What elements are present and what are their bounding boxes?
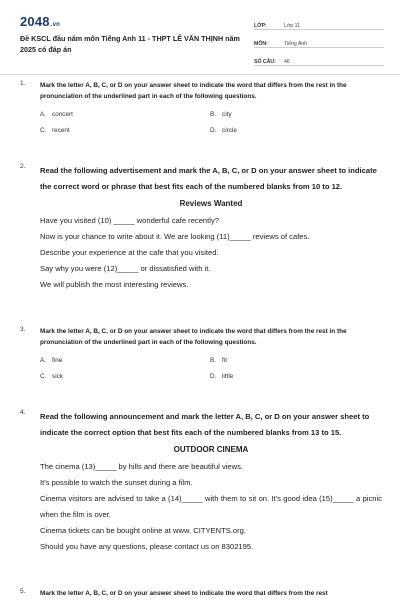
- logo-text: 2048: [20, 14, 50, 29]
- option-text: little: [222, 373, 234, 380]
- option-b[interactable]: [210, 357, 380, 364]
- option-text: concert: [52, 111, 73, 118]
- option-letter: C.: [40, 373, 47, 380]
- options-grid: [40, 357, 382, 380]
- option-b[interactable]: [210, 111, 380, 118]
- options-grid: [40, 111, 382, 134]
- site-logo[interactable]: [20, 14, 60, 29]
- document-title: Đề KSCL đầu năm môn Tiếng Anh 11 - THPT LÊ VĂN THỊNH năm 2025 có đáp án: [20, 34, 240, 54]
- option-letter: C.: [40, 127, 47, 134]
- option-letter: A.: [40, 111, 47, 118]
- header-divider: [0, 74, 400, 75]
- meta-label: SỐ CÂU:: [254, 59, 276, 65]
- question-3: [20, 326, 382, 380]
- option-text: city: [222, 111, 232, 118]
- question-4: [20, 409, 382, 555]
- question-text: Mark the letter A, B, C, or D on your answer sheet to indicate the word that differs from the rest in the pronunciation of the underlined part in each of the following questions.: [40, 82, 347, 100]
- option-text: circle: [222, 127, 237, 134]
- option-text: fine: [52, 357, 63, 364]
- passage-title: OUTDOOR CINEMA: [173, 445, 249, 454]
- meta-box: [254, 16, 384, 70]
- option-letter: D.: [210, 127, 217, 134]
- question-number: 2.: [20, 163, 26, 170]
- question-2: [20, 163, 382, 293]
- option-d[interactable]: [210, 373, 380, 380]
- option-text: fit: [222, 357, 227, 364]
- question-text: Mark the letter A, B, C, or D on your answer sheet to indicate the word that differs from the rest: [40, 590, 328, 597]
- question-text: Read the following advertisement and mark the A, B, C, or D on your answer sheet to indicate the correct word or phrase that best fits each of the numbered blanks from 10 to 12.: [40, 166, 377, 191]
- meta-value: Tiếng Anh: [284, 41, 308, 47]
- passage-title: Reviews Wanted: [179, 199, 243, 208]
- logo-suffix: .vn: [50, 22, 61, 28]
- passage-line: Cinema visitors are advised to take a (14)_____ with them to sit on. It's good idea (15)_____ a picnic when the film is over.: [40, 494, 382, 519]
- passage-line: Cinema tickets can be bought online at www. CITYENTS.org.: [40, 526, 246, 535]
- meta-value: Lớp 11: [284, 23, 300, 29]
- question-text: Read the following announcement and mark the letter A, B, C, or D on your answer sheet to indicate the correct option that best fits each of the numbered blanks from 13 to 15.: [40, 412, 370, 437]
- question-number: 4.: [20, 409, 26, 416]
- option-c[interactable]: [40, 127, 210, 134]
- meta-label: MÔN:: [254, 41, 268, 47]
- option-d[interactable]: [210, 127, 380, 134]
- option-letter: B.: [210, 111, 217, 118]
- passage-line: Now is your chance to write about it. We are looking (11)_____ reviews of cafes.: [40, 232, 310, 241]
- passage-line: Should you have any questions, please contact us on 8302195.: [40, 542, 254, 551]
- passage-line: The cinema (13)_____ by hills and there are beautiful views.: [40, 462, 244, 471]
- passage-line: We will publish the most interesting reviews.: [40, 280, 189, 289]
- question-number: 1.: [20, 80, 26, 87]
- passage-line: Have you visited (10) _____ wonderful cafe recently?: [40, 216, 219, 225]
- meta-value: 46: [284, 59, 290, 65]
- question-1: [20, 80, 382, 134]
- option-letter: A.: [40, 357, 47, 364]
- option-a[interactable]: [40, 111, 210, 118]
- meta-label: LỚP:: [254, 23, 267, 29]
- option-text: recent: [52, 127, 70, 134]
- question-number: 5.: [20, 588, 26, 595]
- meta-class-row: [254, 16, 384, 30]
- option-a[interactable]: [40, 357, 210, 364]
- option-letter: D.: [210, 373, 217, 380]
- option-letter: B.: [210, 357, 217, 364]
- option-text: sick: [52, 373, 64, 380]
- passage-line: Describe your experience at the cafe that you visited.: [40, 248, 219, 257]
- question-number: 3.: [20, 326, 26, 333]
- option-c[interactable]: [40, 373, 210, 380]
- question-5: [20, 588, 382, 599]
- passage-line: It's possible to watch the sunset during a film.: [40, 478, 193, 487]
- passage-line: Say why you were (12)_____ or dissatisfied with it.: [40, 264, 211, 273]
- meta-subject-row: [254, 34, 384, 48]
- question-text: Mark the letter A, B, C, or D on your answer sheet to indicate the word that differs from the rest in the pronunciation of the underlined part in each of the following questions.: [40, 328, 347, 346]
- meta-count-row: [254, 52, 384, 66]
